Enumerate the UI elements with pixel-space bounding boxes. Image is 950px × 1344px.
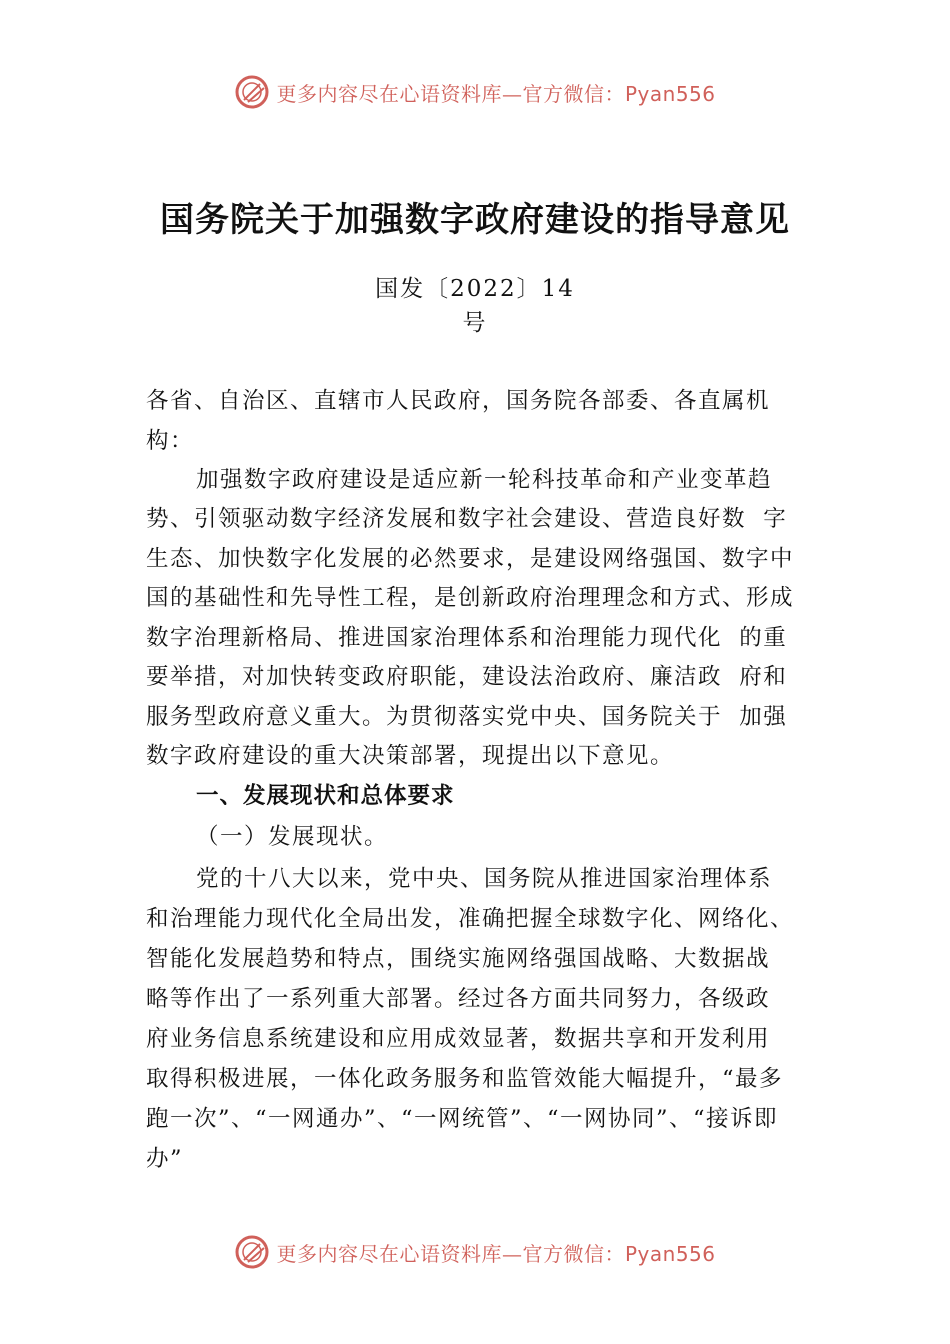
text-line: 要举措，对加快转变政府职能，建设法治政府、廉洁政 府和 [146, 664, 788, 690]
watermark-account: Pyan556 [624, 81, 716, 106]
text-line: 取得积极进展，一体化政务服务和监管效能大幅提升，“最多 [146, 1066, 784, 1092]
text-line: 构： [146, 428, 195, 454]
text-line: 国的基础性和先导性工程，是创新政府治理理念和方式、形成 [146, 585, 795, 611]
subsection-heading: （一）发展现状。 [196, 824, 389, 850]
watermark-banner-top [0, 70, 950, 114]
text-line: 办” [146, 1146, 184, 1172]
text-line: 生态、加快数字化发展的必然要求，是建设网络强国、数字中 [146, 546, 795, 572]
paragraph-first-line: 加强数字政府建设是适应新一轮科技革命和产业变革趋 [196, 467, 773, 493]
seal-logo-icon [234, 1234, 270, 1270]
text-line: 略等作出了一系列重大部署。经过各方面共同努力，各级政 [146, 986, 771, 1012]
watermark-banner-bottom [0, 1230, 950, 1274]
text-line: 府业务信息系统建设和应用成效显著，数据共享和开发利用 [146, 1026, 771, 1052]
text-line: 和治理能力现代化全局出发，准确把握全球数字化、网络化、 [146, 906, 795, 932]
document-title: 国务院关于加强数字政府建设的指导意见 [160, 200, 790, 240]
text-line: 数字政府建设的重大决策部署，现提出以下意见。 [146, 743, 675, 769]
doc-number-line1: 国发〔2022〕14 [375, 276, 575, 302]
text-line: 服务型政府意义重大。为贯彻落实党中央、国务院关于 加强 [146, 704, 788, 730]
watermark-account: Pyan556 [624, 1241, 716, 1266]
paragraph-first-line: 党的十八大以来，党中央、国务院从推进国家治理体系 [196, 866, 773, 892]
section-heading: 一、发展现状和总体要求 [196, 783, 455, 809]
doc-number-line2: 号 [462, 310, 488, 336]
text-line: 数字治理新格局、推进国家治理体系和治理能力现代化 的重 [146, 625, 788, 651]
text-line: 各省、自治区、直辖市人民政府，国务院各部委、各直属机 [146, 388, 771, 414]
text-line: 跑一次”、“一网通办”、“一网统管”、“一网协同”、“接诉即 [146, 1106, 779, 1132]
text-line: 智能化发展趋势和特点，围绕实施网络强国战略、大数据战 [146, 946, 771, 972]
watermark-text: 更多内容尽在心语资料库—官方微信：Pyan556 [276, 81, 716, 106]
seal-logo-icon [234, 74, 270, 110]
watermark-text: 更多内容尽在心语资料库—官方微信：Pyan556 [276, 1241, 716, 1266]
text-line: 势、引领驱动数字经济发展和数字社会建设、营造良好数 字 [146, 506, 788, 532]
